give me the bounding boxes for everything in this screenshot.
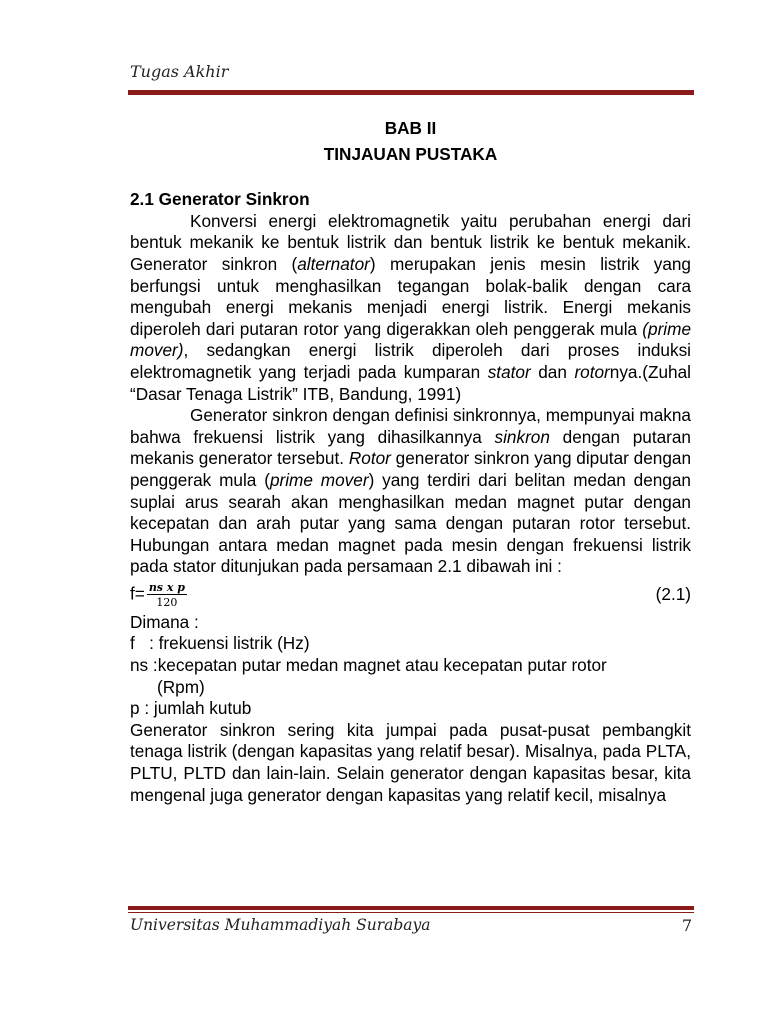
- page-number: 7: [681, 916, 692, 935]
- page-body: [130, 118, 691, 806]
- equation-number: (2.1): [655, 584, 691, 605]
- definition-ns-unit: (Rpm): [157, 676, 205, 697]
- chapter-label: BAB II: [384, 118, 437, 138]
- footer-institution: Universitas Muhammadiyah Surabaya: [130, 916, 431, 934]
- footer-rule: [128, 904, 694, 913]
- section-heading: 2.1 Generator Sinkron: [130, 189, 310, 210]
- header-rule: [128, 88, 694, 95]
- definitions-intro: Dimana :: [130, 611, 199, 632]
- header-title: Tugas Akhir: [130, 62, 229, 81]
- formula-fraction: $\frac{\text{ns x p}}{120}$: [148, 580, 185, 609]
- paragraph-1: Konversi energi elektromagnetik yaitu perubahan energi dari bentuk mekanik ke bentuk listrik dan bentuk listrik ke bentuk mekanik. Generator sinkron (alternator) merupakan jenis mesin listrik yang berfungsi untuk menghasilkan tegangan bolak-balik dengan cara mengubah energi mekanis menjadi energi listrik. Energi mekanis diperoleh dari putaran rotor yang digerakkan oleh penggerak mula (prime mover), sedangkan energi listrik diperoleh dari proses induksi elektromagnetik yang terjadi pada kumparan stator dan rotornya.(Zuhal “Dasar Tenaga Listrik” ITB, Bandung, 1991): [130, 210, 691, 404]
- formula-expression: f= $\frac{\text{ns x p}}{120}$: [130, 580, 185, 609]
- paragraph-3: Generator sinkron sering kita jumpai pada pusat-pusat pembangkit tenaga listrik (dengan kapasitas yang relatif besar). Misalnya, pada PLTA, PLTU, PLTD dan lain-lain. Selain generator dengan kapasitas besar, kita mengenal juga generator dengan kapasitas yang relatif kecil, misalnya: [130, 719, 691, 805]
- paragraph-2: Generator sinkron dengan definisi sinkronnya, mempunyai makna bahwa frekuensi listrik yang dihasilkannya sinkron dengan putaran mekanis generator tersebut. Rotor generator sinkron yang diputar dengan penggerak mula (prime mover) yang terdiri dari belitan medan dengan suplai arus searah akan menghasilkan medan magnet putar dengan kecepatan dan arah putar yang sama dengan putaran rotor tersebut. Hubungan antara medan magnet pada mesin dengan frekuensi listrik pada stator ditunjukan pada persamaan 2.1 dibawah ini :: [130, 405, 691, 577]
- definition-ns: ns :kecepatan putar medan magnet atau kecepatan putar rotor: [130, 655, 607, 676]
- equation-2-1: [130, 578, 691, 612]
- definition-f: f : frekuensi listrik (Hz): [130, 633, 310, 654]
- definition-p: p : jumlah kutub: [130, 698, 252, 719]
- chapter-title: TINJAUAN PUSTAKA: [323, 143, 498, 164]
